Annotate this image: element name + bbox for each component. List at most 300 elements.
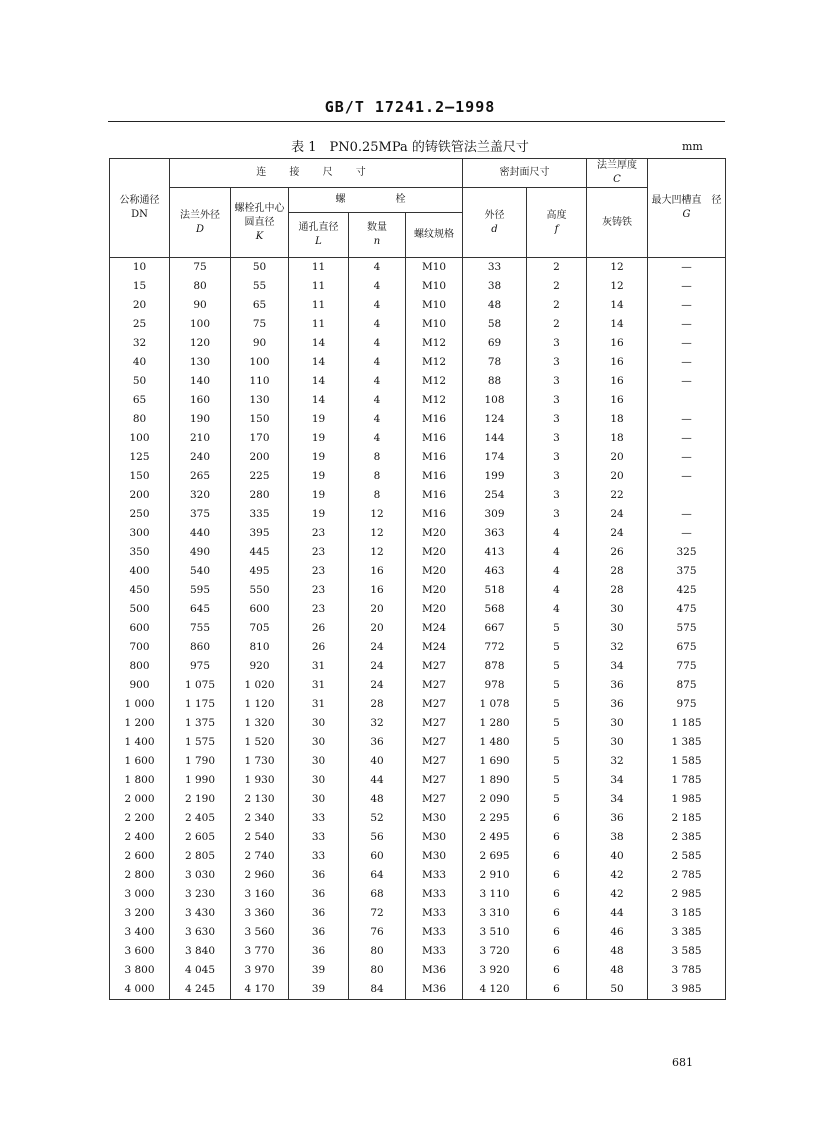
table-cell: M20 xyxy=(406,543,463,562)
table-cell: 4 xyxy=(349,315,406,334)
table-caption: 表 1 PN0.25MPa 的铸铁管法兰盖尺寸 xyxy=(291,140,529,155)
table-row xyxy=(110,752,726,771)
table-cell: 26 xyxy=(587,543,648,562)
table-cell: M33 xyxy=(406,866,463,885)
table-cell: 14 xyxy=(289,372,349,391)
table-cell: 65 xyxy=(110,391,170,410)
table-cell: 36 xyxy=(289,923,349,942)
table-cell: 3 430 xyxy=(170,904,231,923)
table-cell: 190 xyxy=(170,410,231,429)
table-cell: 4 xyxy=(527,600,587,619)
table-cell: 4 xyxy=(527,581,587,600)
table-row xyxy=(110,448,726,467)
table-cell: 1 990 xyxy=(170,771,231,790)
table-cell: 2 400 xyxy=(110,828,170,847)
table-cell: M24 xyxy=(406,638,463,657)
table-cell: 200 xyxy=(110,486,170,505)
table-cell: 490 xyxy=(170,543,231,562)
table-cell: 1 890 xyxy=(463,771,527,790)
table-cell: 8 xyxy=(349,486,406,505)
table-cell: 24 xyxy=(349,638,406,657)
table-cell: 2 695 xyxy=(463,847,527,866)
table-cell: 31 xyxy=(289,657,349,676)
table-cell: 23 xyxy=(289,543,349,562)
table-cell: 12 xyxy=(349,524,406,543)
table-cell: 11 xyxy=(289,296,349,315)
table-cell: — xyxy=(648,372,726,391)
table-cell: 518 xyxy=(463,581,527,600)
table-cell: 174 xyxy=(463,448,527,467)
table-cell: 34 xyxy=(587,790,648,809)
table-cell: M33 xyxy=(406,942,463,961)
table-cell: 55 xyxy=(231,277,289,296)
table-cell: 160 xyxy=(170,391,231,410)
table-cell: 3 630 xyxy=(170,923,231,942)
table-cell: M27 xyxy=(406,771,463,790)
table-row xyxy=(110,524,726,543)
table-cell: 3 720 xyxy=(463,942,527,961)
table-cell: 56 xyxy=(349,828,406,847)
table-cell: 30 xyxy=(587,714,648,733)
table-cell: 3 510 xyxy=(463,923,527,942)
table-cell: 20 xyxy=(587,467,648,486)
table-row xyxy=(110,657,726,676)
table-cell: M10 xyxy=(406,258,463,278)
table-cell: 4 170 xyxy=(231,980,289,1000)
table-row xyxy=(110,315,726,334)
table-cell: 16 xyxy=(587,372,648,391)
table-cell: 90 xyxy=(231,334,289,353)
table-cell: 48 xyxy=(587,961,648,980)
table-cell: 3 000 xyxy=(110,885,170,904)
table-cell: 16 xyxy=(587,353,648,372)
table-cell: 6 xyxy=(527,904,587,923)
table-cell: — xyxy=(648,353,726,372)
table-cell: 24 xyxy=(349,657,406,676)
table-cell: 14 xyxy=(587,296,648,315)
table-row xyxy=(110,866,726,885)
table-cell: 4 xyxy=(349,258,406,278)
table-cell: 1 020 xyxy=(231,676,289,695)
table-cell: 5 xyxy=(527,790,587,809)
table-cell: 88 xyxy=(463,372,527,391)
table-cell: 6 xyxy=(527,961,587,980)
table-cell: 2 xyxy=(527,315,587,334)
header-height: 高度 f xyxy=(527,188,587,258)
table-cell: 4 xyxy=(527,562,587,581)
table-cell: 36 xyxy=(289,904,349,923)
table-cell: 1 075 xyxy=(170,676,231,695)
table-cell: 40 xyxy=(587,847,648,866)
table-cell: 12 xyxy=(349,543,406,562)
table-cell: 1 400 xyxy=(110,733,170,752)
table-cell: 2 000 xyxy=(110,790,170,809)
table-cell: 5 xyxy=(527,676,587,695)
table-cell: 4 045 xyxy=(170,961,231,980)
table-cell: 30 xyxy=(289,790,349,809)
table-cell: 58 xyxy=(463,315,527,334)
table-cell: 50 xyxy=(231,258,289,278)
table-cell: 23 xyxy=(289,524,349,543)
table-cell: 42 xyxy=(587,866,648,885)
table-cell: 69 xyxy=(463,334,527,353)
table-cell: 440 xyxy=(170,524,231,543)
table-cell: 3 985 xyxy=(648,980,726,1000)
table-cell: 150 xyxy=(110,467,170,486)
table-cell: 130 xyxy=(231,391,289,410)
table-cell: 3 200 xyxy=(110,904,170,923)
table-cell: 170 xyxy=(231,429,289,448)
table-row xyxy=(110,429,726,448)
table-cell: 6 xyxy=(527,885,587,904)
table-cell: 36 xyxy=(587,676,648,695)
table-cell: M12 xyxy=(406,391,463,410)
table-cell: 1 320 xyxy=(231,714,289,733)
table-cell: 23 xyxy=(289,581,349,600)
table-cell: 3 160 xyxy=(231,885,289,904)
table-cell: 450 xyxy=(110,581,170,600)
table-row xyxy=(110,581,726,600)
table-cell: 810 xyxy=(231,638,289,657)
table-cell: 350 xyxy=(110,543,170,562)
table-row xyxy=(110,296,726,315)
header-nominal-size: 公称通径 DN xyxy=(110,159,170,258)
table-cell: 3 230 xyxy=(170,885,231,904)
table-cell: 20 xyxy=(349,619,406,638)
table-cell: 34 xyxy=(587,771,648,790)
table-cell: 3 xyxy=(527,391,587,410)
table-cell: — xyxy=(648,467,726,486)
table-cell: M27 xyxy=(406,714,463,733)
table-cell: 2 540 xyxy=(231,828,289,847)
table-cell: 375 xyxy=(648,562,726,581)
table-cell: 50 xyxy=(587,980,648,1000)
table-cell: 1 785 xyxy=(648,771,726,790)
table-cell: 24 xyxy=(587,524,648,543)
table-cell: 225 xyxy=(231,467,289,486)
table-cell: 375 xyxy=(170,505,231,524)
table-cell: 240 xyxy=(170,448,231,467)
table-cell: 2 340 xyxy=(231,809,289,828)
table-cell: 200 xyxy=(231,448,289,467)
header-bolts: 螺 栓 xyxy=(289,188,463,213)
table-cell: 900 xyxy=(110,676,170,695)
table-cell: 40 xyxy=(110,353,170,372)
table-cell: 20 xyxy=(349,600,406,619)
table-cell: 6 xyxy=(527,809,587,828)
table-cell: 860 xyxy=(170,638,231,657)
table-cell: M33 xyxy=(406,885,463,904)
table-cell: 3 560 xyxy=(231,923,289,942)
table-cell: M27 xyxy=(406,790,463,809)
table-row xyxy=(110,334,726,353)
table-cell: 4 xyxy=(349,429,406,448)
table-cell: 1 800 xyxy=(110,771,170,790)
table-cell: 30 xyxy=(289,733,349,752)
table-cell: 39 xyxy=(289,980,349,1000)
table-cell: 667 xyxy=(463,619,527,638)
table-cell: 32 xyxy=(110,334,170,353)
table-cell: — xyxy=(648,429,726,448)
table-cell: 150 xyxy=(231,410,289,429)
table-cell: 78 xyxy=(463,353,527,372)
table-cell: 1 575 xyxy=(170,733,231,752)
table-cell: 3 310 xyxy=(463,904,527,923)
table-body xyxy=(110,258,726,1000)
table-cell: 920 xyxy=(231,657,289,676)
table-cell: 11 xyxy=(289,277,349,296)
table-row xyxy=(110,828,726,847)
table-cell: 38 xyxy=(463,277,527,296)
table-cell: 2 405 xyxy=(170,809,231,828)
table-cell: 2 090 xyxy=(463,790,527,809)
table-cell: 3 800 xyxy=(110,961,170,980)
table-cell: 210 xyxy=(170,429,231,448)
table-cell: 30 xyxy=(289,752,349,771)
table-cell: 3 xyxy=(527,505,587,524)
table-cell: 425 xyxy=(648,581,726,600)
table-cell: 28 xyxy=(349,695,406,714)
table-cell: 320 xyxy=(170,486,231,505)
table-cell: 4 xyxy=(349,353,406,372)
table-cell: 500 xyxy=(110,600,170,619)
table-cell: 3 840 xyxy=(170,942,231,961)
table-cell: 80 xyxy=(170,277,231,296)
header-bolt-circle: 螺栓孔中心圆直径 K xyxy=(231,188,289,258)
table-cell: 978 xyxy=(463,676,527,695)
table-cell: 19 xyxy=(289,467,349,486)
table-cell: 775 xyxy=(648,657,726,676)
table-cell: M24 xyxy=(406,619,463,638)
table-cell: 140 xyxy=(170,372,231,391)
table-cell: 2 585 xyxy=(648,847,726,866)
header-hole-dia: 通孔直径 L xyxy=(289,213,349,258)
table-cell: 600 xyxy=(231,600,289,619)
table-cell: 4 xyxy=(349,334,406,353)
header-outer-dia: 外径 d xyxy=(463,188,527,258)
table-cell xyxy=(648,486,726,505)
table-cell: M10 xyxy=(406,296,463,315)
table-row xyxy=(110,372,726,391)
table-cell: 540 xyxy=(170,562,231,581)
table-cell: 48 xyxy=(349,790,406,809)
header-flange-od: 法兰外径 D xyxy=(170,188,231,258)
table-cell: 75 xyxy=(231,315,289,334)
table-cell: 3 400 xyxy=(110,923,170,942)
table-cell: 11 xyxy=(289,258,349,278)
table-cell: 975 xyxy=(648,695,726,714)
table-cell: 1 600 xyxy=(110,752,170,771)
table-cell: M10 xyxy=(406,315,463,334)
table-cell: M30 xyxy=(406,847,463,866)
table-cell: 2 185 xyxy=(648,809,726,828)
table-cell: 445 xyxy=(231,543,289,562)
table-cell: M20 xyxy=(406,600,463,619)
table-cell: 1 480 xyxy=(463,733,527,752)
table-cell: 75 xyxy=(170,258,231,278)
table-cell: — xyxy=(648,296,726,315)
table-cell: 11 xyxy=(289,315,349,334)
table-row xyxy=(110,676,726,695)
table-cell: 600 xyxy=(110,619,170,638)
table-cell: 44 xyxy=(349,771,406,790)
table-cell: 44 xyxy=(587,904,648,923)
table-cell: 68 xyxy=(349,885,406,904)
table-cell: 3 360 xyxy=(231,904,289,923)
table-cell: 36 xyxy=(289,866,349,885)
table-row xyxy=(110,790,726,809)
table-cell: 110 xyxy=(231,372,289,391)
table-cell: M16 xyxy=(406,429,463,448)
table-cell: 24 xyxy=(587,505,648,524)
table-cell: 18 xyxy=(587,429,648,448)
table-cell: 2 130 xyxy=(231,790,289,809)
table-cell: 1 175 xyxy=(170,695,231,714)
table-cell: 6 xyxy=(527,923,587,942)
table-cell: 12 xyxy=(349,505,406,524)
table-cell: 3 xyxy=(527,334,587,353)
table-cell: 700 xyxy=(110,638,170,657)
table-cell: 4 000 xyxy=(110,980,170,1000)
table-cell: 400 xyxy=(110,562,170,581)
table-cell: M27 xyxy=(406,695,463,714)
table-cell: 125 xyxy=(110,448,170,467)
table-cell: 878 xyxy=(463,657,527,676)
table-cell: 14 xyxy=(289,391,349,410)
table-cell: M12 xyxy=(406,353,463,372)
page-number: 681 xyxy=(672,1056,693,1069)
table-cell: 975 xyxy=(170,657,231,676)
table-cell: 33 xyxy=(463,258,527,278)
table-cell: M12 xyxy=(406,334,463,353)
table-cell: 40 xyxy=(349,752,406,771)
table-row xyxy=(110,771,726,790)
table-cell: 5 xyxy=(527,733,587,752)
flange-cover-dimension-table xyxy=(109,158,726,1000)
table-cell: 16 xyxy=(349,581,406,600)
table-cell: 3 185 xyxy=(648,904,726,923)
table-cell: 52 xyxy=(349,809,406,828)
table-row xyxy=(110,277,726,296)
table-cell: 72 xyxy=(349,904,406,923)
table-row xyxy=(110,980,726,1000)
table-cell: 23 xyxy=(289,600,349,619)
table-cell: 1 985 xyxy=(648,790,726,809)
table-row xyxy=(110,258,726,278)
table-cell: 2 985 xyxy=(648,885,726,904)
table-cell: 2 295 xyxy=(463,809,527,828)
table-cell: 2 800 xyxy=(110,866,170,885)
table-cell: 36 xyxy=(587,695,648,714)
table-cell: — xyxy=(648,334,726,353)
table-cell: — xyxy=(648,524,726,543)
table-cell: — xyxy=(648,410,726,429)
table-cell: 4 xyxy=(349,277,406,296)
table-cell: 65 xyxy=(231,296,289,315)
table-cell: 22 xyxy=(587,486,648,505)
table-cell: M10 xyxy=(406,277,463,296)
table-cell: 144 xyxy=(463,429,527,448)
table-cell: 19 xyxy=(289,410,349,429)
header-max-groove: 最大凹槽直 径 G xyxy=(648,159,726,258)
table-cell: 1 000 xyxy=(110,695,170,714)
table-cell: 36 xyxy=(289,942,349,961)
table-cell: — xyxy=(648,505,726,524)
table-cell: M33 xyxy=(406,923,463,942)
table-cell: M16 xyxy=(406,410,463,429)
table-cell: 1 585 xyxy=(648,752,726,771)
table-cell: 2 910 xyxy=(463,866,527,885)
table-cell: 26 xyxy=(289,619,349,638)
table-cell: 6 xyxy=(527,866,587,885)
table-cell: 28 xyxy=(587,562,648,581)
table-cell: 645 xyxy=(170,600,231,619)
table-cell: M16 xyxy=(406,505,463,524)
table-cell: 4 xyxy=(527,543,587,562)
table-row xyxy=(110,391,726,410)
table-cell: 1 520 xyxy=(231,733,289,752)
table-cell: 6 xyxy=(527,828,587,847)
table-row xyxy=(110,885,726,904)
table-cell: 1 185 xyxy=(648,714,726,733)
table-cell: 100 xyxy=(170,315,231,334)
table-cell: 3 110 xyxy=(463,885,527,904)
table-cell: 2 xyxy=(527,277,587,296)
table-cell: 705 xyxy=(231,619,289,638)
table-cell: 1 200 xyxy=(110,714,170,733)
table-cell: 3 xyxy=(527,410,587,429)
table-cell: 6 xyxy=(527,942,587,961)
table-cell: 3 785 xyxy=(648,961,726,980)
table-row xyxy=(110,847,726,866)
table-cell: 120 xyxy=(170,334,231,353)
table-cell xyxy=(648,391,726,410)
table-cell: — xyxy=(648,315,726,334)
table-cell: 12 xyxy=(587,277,648,296)
table-cell: 254 xyxy=(463,486,527,505)
table-row xyxy=(110,467,726,486)
table-cell: 39 xyxy=(289,961,349,980)
table-cell: 20 xyxy=(110,296,170,315)
table-cell: 2 200 xyxy=(110,809,170,828)
table-cell: 5 xyxy=(527,657,587,676)
table-cell: 5 xyxy=(527,619,587,638)
table-cell: 265 xyxy=(170,467,231,486)
table-row xyxy=(110,486,726,505)
table-cell: 30 xyxy=(587,619,648,638)
table-cell: 1 730 xyxy=(231,752,289,771)
header-connection-dims: 连 接 尺 寸 xyxy=(170,159,463,188)
table-cell: M33 xyxy=(406,904,463,923)
table-cell: 18 xyxy=(587,410,648,429)
table-cell: 26 xyxy=(289,638,349,657)
table-cell: 23 xyxy=(289,562,349,581)
table-row xyxy=(110,353,726,372)
table-cell: 16 xyxy=(587,334,648,353)
table-cell: 568 xyxy=(463,600,527,619)
table-cell: 550 xyxy=(231,581,289,600)
table-cell: 33 xyxy=(289,809,349,828)
table-row xyxy=(110,619,726,638)
table-cell: 3 xyxy=(527,448,587,467)
table-cell: 5 xyxy=(527,695,587,714)
table-cell: 3 385 xyxy=(648,923,726,942)
table-cell: 36 xyxy=(289,885,349,904)
table-cell: 875 xyxy=(648,676,726,695)
table-cell: M20 xyxy=(406,524,463,543)
table-cell: 2 495 xyxy=(463,828,527,847)
table-cell: M27 xyxy=(406,752,463,771)
